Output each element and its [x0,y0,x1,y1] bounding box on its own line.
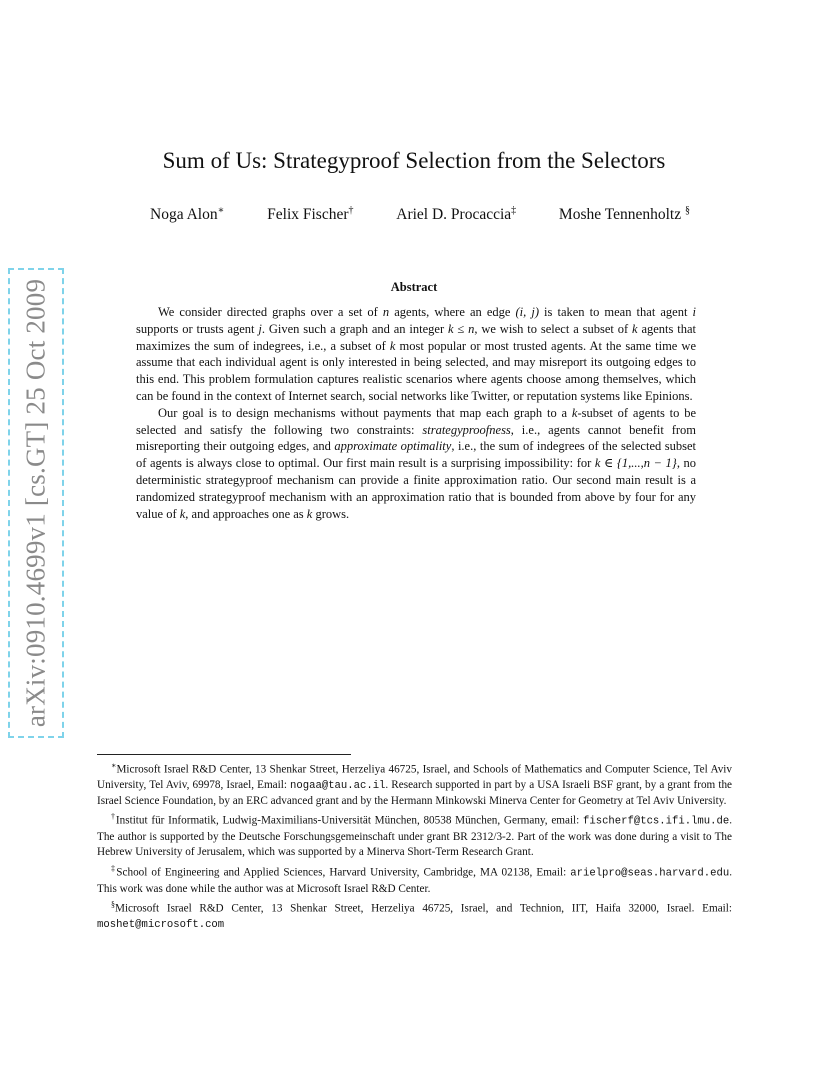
footnote [97,758,732,809]
text-run: Microsoft Israel R&D Center, 13 Shenkar Street, Herzeliya 46725, Israel, and Technion, IIT, Haifa 32000, Israel. Email: [115,902,732,915]
author-list [150,205,690,224]
text-run: . The author is supported by the Deutsche Forschungsgemeinschaft under grant BR 2312/3-2. Part of the work was done during a visit to The Hebrew University of Jerusalem, which was supported by a Minerva Short-Term Research Grant. [97,815,733,859]
math: i [692,305,696,319]
email-link[interactable]: arielpro@seas.harvard.edu [570,867,730,880]
math: k ∈ {1,...,n − 1} [594,456,677,471]
text-run: . Research supported in part by a USA Israeli BSF grant, by a grant from the Israel Science Foundation, by an ERC advanced grant and by the Hermann Minkowski Minerva Center for Geometry at Tel Aviv University. [97,778,733,808]
abstract-paragraph [136,304,696,405]
math: k [179,506,186,521]
paper-title: Sum of Us: Strategyproof Selection from the Selectors [162,148,666,173]
footnote-mark: § [111,899,115,909]
author [396,205,516,224]
author [267,205,353,224]
abstract-body [136,304,696,522]
footnote [97,809,732,860]
math: (i, j) [515,305,539,319]
text-run: agents, where an edge [389,305,516,319]
text-run: , we wish to select a subset of [474,321,633,336]
author-mark: § [684,205,690,216]
author-name: Moshe Tennenholtz [558,206,682,224]
footnote-mark: ∗ [111,761,117,770]
text-run: , i.e., agents cannot benefit from misreporting their outgoing edges, and [136,422,696,454]
math: k [632,321,638,336]
text-run: is taken to mean that agent [538,305,693,319]
author [559,205,690,224]
text-run: School of Engineering and Applied Sciences, Harvard University, Cambridge, MA 02138, Email: [116,866,571,879]
text-run: . This work was done while the author was at Microsoft Israel R&D Center. [97,866,732,895]
footnotes [97,758,732,933]
author-name: Ariel D. Procaccia [396,206,512,224]
text-run: , no deterministic strategyproof mechanism can provide a finite approximation ratio. Our second main result is a randomized strategyproof mechanism with an approximation ratio that is bounded from above by four for any value of [136,456,697,521]
abstract-heading: Abstract [390,280,438,294]
author-name: Felix Fischer [267,206,349,224]
author [150,205,224,224]
abstract-paragraph [136,405,696,523]
math: k [389,338,396,353]
email-link[interactable]: moshet@microsoft.com [97,918,225,931]
author-name: Noga Alon [150,206,218,224]
text-run: Microsoft Israel R&D Center, 13 Shenkar Street, Herzeliya 46725, Israel, and Schools of Mathematics and Computer Science, Tel Aviv University, Tel Aviv, 69978, Israel, Email: [97,763,732,791]
footnote-mark: † [111,812,116,822]
author-mark: † [348,205,354,216]
arxiv-stamp [8,268,64,738]
text-run: , and approaches one as [185,506,307,521]
email-link[interactable]: fischerf@tcs.ifi.lmu.de [583,816,730,829]
math: n [382,305,390,319]
text-run: Our goal is to design mechanisms without payments that map each graph to a [158,405,572,420]
footnote-rule [97,754,351,755]
text-run: We consider directed graphs over a set of [158,305,383,319]
text-run: agents that maximizes the sum of indegrees, i.e., a subset of [136,321,696,353]
author-mark: ∗ [217,205,225,216]
math: j [258,321,262,336]
footnote [97,861,732,897]
text-run: grows. [312,506,350,521]
text-run: Institut für Informatik, Ludwig-Maximilians-Universität München, 80538 München, Germany, email: [115,815,583,828]
email-link[interactable]: nogaa@tau.ac.il [290,779,386,792]
emphasis: strategyproofness [422,422,511,437]
text-run: , i.e., the sum of indegrees of the selected subset of agents is always close to optimal. Our first main result is a surprising impossibility: for [136,439,696,471]
text-run: most popular or most trusted agents. At the same time we assume that each individual agent is only interested in being selected, and may misreport its outgoing edges to this end. This problem formulation captures realistic scenarios where agents choose among themselves, which can be found in the context of Internet search, social networks like Twitter, or reputation systems like Epinions. [136,338,696,403]
footnote [97,897,732,933]
math: k [306,506,313,521]
footnote-mark: ‡ [111,863,117,873]
text-run: . Given such a graph and an integer [261,321,448,336]
text-run: supports or trusts agent [136,321,259,336]
text-run: -subset of agents to be selected and satisfy the following two constraints: [136,405,697,437]
math: k ≤ n [447,321,475,336]
math: k [571,405,578,420]
arxiv-stamp-text: arXiv:0910.4699v1 [cs.GT] 25 Oct 2009 [20,278,51,728]
emphasis: approximate optimality [334,439,452,454]
author-mark: ‡ [511,205,517,216]
